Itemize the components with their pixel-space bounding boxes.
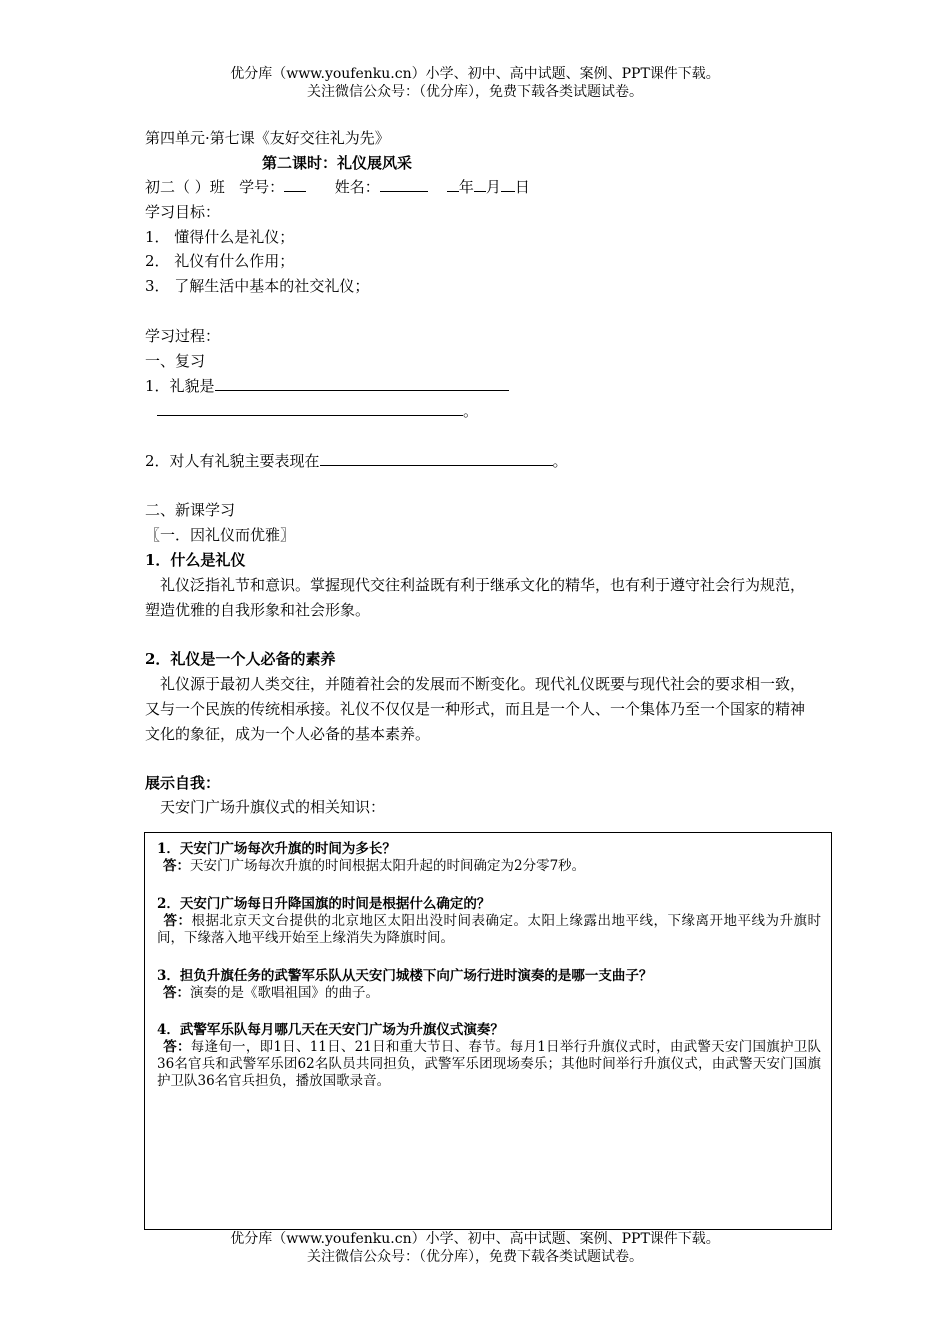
review-question-1-end: 。 [463, 402, 479, 420]
review-question-2-end: 。 [552, 452, 568, 470]
qa-answer-label-1: 答： [163, 858, 190, 874]
name-blank[interactable] [380, 177, 428, 192]
qa-box [144, 832, 832, 1230]
section-2-title: 2．礼仪是一个人必备的素养 [145, 650, 336, 668]
id-label: 学号： [239, 178, 285, 196]
day-blank[interactable] [501, 177, 515, 192]
process-heading: 学习过程： [145, 327, 221, 345]
qa-answer-1 [157, 858, 821, 875]
review-question-1-blank-2[interactable] [157, 401, 463, 416]
qa-item-1 [157, 841, 821, 875]
unit-title: 第四单元·第七课《友好交往礼为先》 [145, 129, 390, 147]
qa-answer-text-2: 根据北京天文台提供的北京地区太阳出没时间表确定。太阳上缘露出地平线，下缘离开地平线为升旗时间，下缘落入地平线开始至上缘消失为降旗时间。 [157, 913, 821, 946]
qa-answer-text-1: 天安门广场每次升旗的时间根据太阳升起的时间确定为2分零7秒。 [190, 858, 586, 874]
new-lesson-heading: 二、新课学习 [145, 501, 236, 519]
student-info [145, 177, 530, 197]
review-question-1-cont [157, 401, 478, 421]
qa-answer-label-4: 答： [163, 1039, 191, 1055]
section-2-text: 礼仪源于最初人类交往，并随着社会的发展而不断变化。现代礼仪既要与现代社会的要求相一致，又与一个民族的传统相承接。礼仪不仅仅是一种形式，而且是一个人、一个集体乃至一个国家的精神文化的象征，成为一个人必备的基本素养。 [145, 675, 806, 743]
page-header-line2: 关注微信公众号：（优分库），免费下载各类试题试卷。 [307, 84, 643, 100]
day-label: 日 [514, 178, 530, 196]
year-blank[interactable] [447, 177, 459, 192]
qa-question-2: 2．天安门广场每日升降国旗的时间是根据什么确定的？ [157, 896, 491, 912]
qa-question-4: 4．武警军乐队每月哪几天在天安门广场为升旗仪式演奏？ [157, 1022, 504, 1038]
show-heading: 展示自我： [145, 774, 221, 792]
lesson-title: 第二课时：礼仪展风采 [262, 154, 413, 172]
qa-answer-4 [157, 1039, 821, 1090]
review-question-1-blank[interactable] [215, 376, 509, 391]
qa-answer-text-4: 每逢旬一，即1日、11日、21日和重大节日、春节。每月1日举行升旗仪式时，由武警天安门国旗护卫队36名官兵和武警军乐团62名队员共同担负，武警军乐团现场奏乐；其他时间举行升旗仪式，由武警天安门国旗护卫队36名官兵担负，播放国歌录音。 [157, 1039, 821, 1089]
section-1-title: 1．什么是礼仪 [145, 551, 246, 569]
review-question-2 [145, 451, 568, 471]
review-question-2-text: 2．对人有礼貌主要表现在 [145, 452, 320, 470]
qa-answer-2 [157, 913, 821, 947]
month-label: 月 [485, 178, 501, 196]
qa-question-1: 1．天安门广场每次升旗的时间为多长？ [157, 841, 396, 857]
year-label: 年 [458, 178, 474, 196]
month-blank[interactable] [474, 177, 486, 192]
review-heading: 一、复习 [145, 352, 206, 370]
section-heading: 〖一．因礼仪而优雅〗 [145, 526, 296, 544]
qa-answer-text-3: 演奏的是《歌唱祖国》的曲子。 [190, 985, 379, 1001]
class-label: 初二（ ）班 [145, 178, 225, 196]
qa-answer-3 [157, 985, 821, 1002]
qa-answer-label-2: 答： [163, 913, 192, 929]
page-footer-line2: 关注微信公众号：（优分库），免费下载各类试题试卷。 [307, 1249, 643, 1265]
goal-item-2: 2． 礼仪有什么作用； [145, 252, 295, 270]
goals-heading: 学习目标： [145, 203, 221, 221]
qa-item-3 [157, 968, 821, 1002]
qa-item-4 [157, 1022, 821, 1090]
review-question-1-text: 1．礼貌是 [145, 377, 215, 395]
page-footer-line1: 优分库（www.youfenku.cn）小学、初中、高中试题、案例、PPT课件下载。 [230, 1231, 720, 1247]
goal-item-3: 3． 了解生活中基本的社交礼仪； [145, 277, 370, 295]
section-1-text: 礼仪泛指礼节和意识。掌握现代交往利益既有利于继承文化的精华，也有利于遵守社会行为规范，塑造优雅的自我形象和社会形象。 [145, 576, 806, 619]
goal-item-1: 1． 懂得什么是礼仪； [145, 228, 295, 246]
show-intro: 天安门广场升旗仪式的相关知识： [160, 798, 386, 816]
id-blank[interactable] [284, 177, 306, 192]
review-question-1 [145, 376, 509, 396]
name-label: 姓名： [334, 178, 380, 196]
qa-question-3: 3．担负升旗任务的武警军乐队从天安门城楼下向广场行进时演奏的是哪一支曲子？ [157, 968, 653, 984]
qa-answer-label-3: 答： [163, 985, 190, 1001]
review-question-2-blank[interactable] [320, 451, 553, 466]
qa-item-2 [157, 896, 821, 947]
page-header-line1: 优分库（www.youfenku.cn）小学、初中、高中试题、案例、PPT课件下载。 [230, 66, 720, 82]
